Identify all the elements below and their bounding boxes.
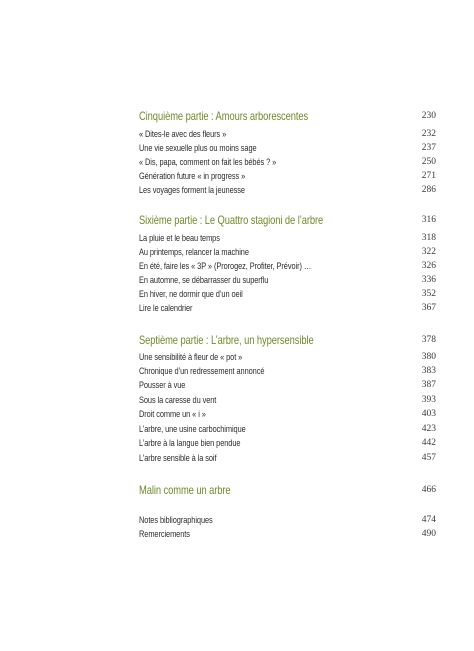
page-number: 271 [421, 171, 436, 181]
toc-entry [139, 157, 436, 171]
toc-entry [139, 171, 436, 185]
page-number: 316 [421, 215, 436, 225]
toc-entry [139, 261, 436, 275]
entry-title: Une vie sexuelle plus ou moins sage [139, 143, 257, 154]
entry-title: En été, faire les « 3P » (Prorogez, Profiter, Prévoir) … [139, 261, 312, 272]
toc-entry [139, 185, 436, 199]
entry-title: Pousser à vue [139, 380, 186, 391]
page-number: 442 [421, 438, 436, 448]
toc-entry [139, 424, 436, 438]
page-number: 322 [421, 247, 436, 257]
toc-entry [139, 438, 436, 452]
entry-title: L’arbre à la langue bien pendue [139, 438, 241, 449]
page-number: 352 [421, 289, 436, 299]
entry-title: L’arbre, une usine carbochimique [139, 424, 246, 435]
entry-title: L’arbre sensible à la soif [139, 453, 217, 464]
section-heading [139, 483, 436, 499]
toc-entry [139, 247, 436, 261]
backmatter-entry [139, 515, 436, 529]
entry-title: La pluie et le beau temps [139, 233, 220, 244]
toc-entry [139, 129, 436, 143]
page-number: 378 [421, 335, 436, 345]
toc-entry [139, 453, 436, 467]
page-number: 380 [421, 352, 436, 362]
page-number: 490 [421, 529, 436, 539]
entry-title: Chronique d’un redressement annoncé [139, 366, 265, 377]
page-number: 367 [421, 303, 436, 313]
entry-title: Droit comme un « i » [139, 409, 206, 420]
page-number: 474 [421, 515, 436, 525]
section-heading [139, 109, 436, 125]
toc-entry [139, 275, 436, 289]
entry-title: Lire le calendrier [139, 303, 193, 314]
entry-title: En hiver, ne dormir que d’un oeil [139, 289, 243, 300]
page-number: 387 [421, 380, 436, 390]
page-number: 466 [421, 485, 436, 495]
page-number: 326 [421, 261, 436, 271]
page-number: 230 [421, 111, 436, 121]
toc-entry [139, 409, 436, 423]
page-number: 232 [421, 129, 436, 139]
entry-title: Au printemps, relancer la machine [139, 247, 249, 258]
entry-title: Génération future « in progress » [139, 171, 246, 182]
toc-entry [139, 233, 436, 247]
entry-title: Remerciements [139, 529, 190, 540]
toc-entry [139, 143, 436, 157]
entry-title: « Dites-le avec des fleurs » [139, 129, 227, 140]
entry-title: En automne, se débarrasser du superflu [139, 275, 269, 286]
page-number: 393 [421, 395, 436, 405]
page-number: 403 [421, 409, 436, 419]
page-number: 383 [421, 366, 436, 376]
entry-title: « Dis, papa, comment on fait les bébés ? » [139, 157, 277, 168]
toc-entry [139, 303, 436, 317]
section-heading [139, 333, 436, 349]
section-title: Cinquième partie : Amours arborescentes [139, 109, 309, 123]
page-number: 318 [421, 233, 436, 243]
entry-title: Une sensibilité à fleur de « pot » [139, 352, 243, 363]
entry-title: Les voyages forment la jeunesse [139, 185, 245, 196]
section-heading [139, 213, 436, 229]
page-number: 286 [421, 185, 436, 195]
toc-entry [139, 395, 436, 409]
page-number: 457 [421, 453, 436, 463]
toc-entry [139, 352, 436, 366]
entry-title: Sous la caresse du vent [139, 395, 217, 406]
page-number: 423 [421, 424, 436, 434]
section-title: Septième partie : L’arbre, un hypersensible [139, 333, 314, 347]
backmatter-entry [139, 529, 436, 543]
toc-entry [139, 366, 436, 380]
section-title: Sixième partie : Le Quattro stagioni de l’arbre [139, 213, 324, 227]
entry-title: Notes bibliographiques [139, 515, 213, 526]
page-number: 250 [421, 157, 436, 167]
page-number: 237 [421, 143, 436, 153]
toc-entry [139, 380, 436, 394]
page-number: 336 [421, 275, 436, 285]
toc-entry [139, 289, 436, 303]
section-title: Malin comme un arbre [139, 483, 231, 497]
